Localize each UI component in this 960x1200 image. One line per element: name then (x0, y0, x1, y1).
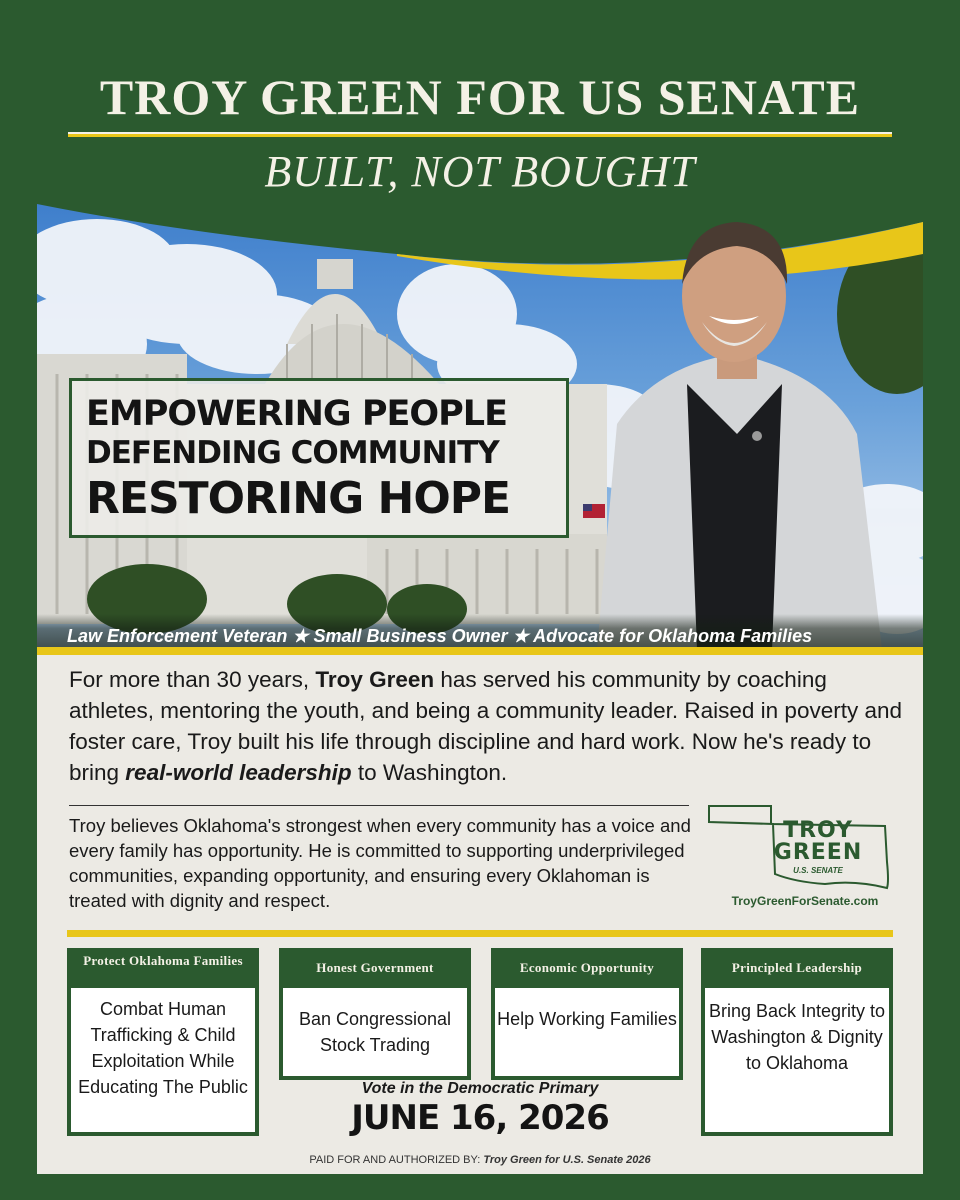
campaign-title: TROY GREEN FOR US SENATE (99, 69, 861, 125)
slogan-box (69, 378, 569, 538)
pillar-body: Help Working Families (495, 988, 679, 1076)
pillar-title: Protect Oklahoma Families (67, 948, 259, 988)
campaign-logo (705, 802, 905, 922)
pillar-protect-families (67, 948, 259, 1136)
vote-callout (313, 1080, 647, 1138)
pillar-body: Combat Human Trafficking & Child Exploitation While Educating The Public (71, 988, 255, 1132)
logo-subtitle: U.S. SENATE (793, 866, 843, 875)
pillar-economic-opportunity (491, 948, 683, 1080)
credentials-bar: Law Enforcement Veteran ★ Small Business Owner ★ Advocate for Oklahoma Families (37, 614, 923, 650)
logo-line-2: GREEN (773, 840, 863, 865)
pillar-title: Economic Opportunity (491, 948, 683, 988)
disclaimer-committee: Troy Green for U.S. Senate 2026 (483, 1154, 651, 1166)
campaign-tagline: BUILT, NOT BOUGHT (264, 147, 696, 196)
bio-candidate-name: Troy Green (315, 667, 435, 692)
pillar-title: Honest Government (279, 948, 471, 988)
pillar-principled-leadership (701, 948, 893, 1136)
pillar-body: Bring Back Integrity to Washington & Dignity to Oklahoma (705, 988, 889, 1132)
logo-line-1: TROY (783, 818, 853, 843)
bio-text-end: to Washington. (351, 760, 508, 785)
hero-banner (37, 204, 923, 650)
bio-text-middle: has served his community by coaching athletes, mentoring the youth, and being a community leader. Raised in poverty and foster care, Troy built his life through discipline and hard work. Now he's ready to bring (69, 667, 903, 785)
pillar-honest-government (279, 948, 471, 1080)
vote-instruction: Vote in the Democratic Primary (361, 1080, 599, 1097)
campaign-website[interactable]: TroyGreenForSenate.com (731, 894, 879, 908)
pillar-body: Ban Congressional Stock Trading (283, 988, 467, 1076)
hero-yellow-stripe (37, 647, 923, 655)
election-date: JUNE 16, 2026 (351, 1098, 609, 1138)
slogan-line-1: EMPOWERING PEOPLE (86, 394, 508, 434)
disclaimer-prefix: PAID FOR AND AUTHORIZED BY: (309, 1154, 484, 1166)
slogan-line-3: RESTORING HOPE (86, 473, 511, 524)
logo-name (763, 820, 873, 864)
title-divider (68, 132, 892, 137)
slogan-line-2: DEFENDING COMMUNITY (86, 435, 499, 471)
bio-paragraph (69, 664, 909, 788)
bio-divider (69, 805, 689, 806)
bio-text-start: For more than 30 years, (69, 667, 316, 692)
section-divider (67, 930, 893, 937)
flyer-card (37, 204, 923, 1174)
pillar-title: Principled Leadership (701, 948, 893, 988)
beliefs-paragraph: Troy believes Oklahoma's strongest when every community has a voice and every family has opportunity. He is committed to supporting underprivileged communities, expanding opportunity, and ensuring every Oklahoman is treated with dignity and respect. (69, 815, 691, 911)
bio-highlight: real-world leadership (125, 760, 352, 785)
candidate-photo (597, 222, 882, 650)
paid-for-disclaimer (37, 1154, 923, 1166)
